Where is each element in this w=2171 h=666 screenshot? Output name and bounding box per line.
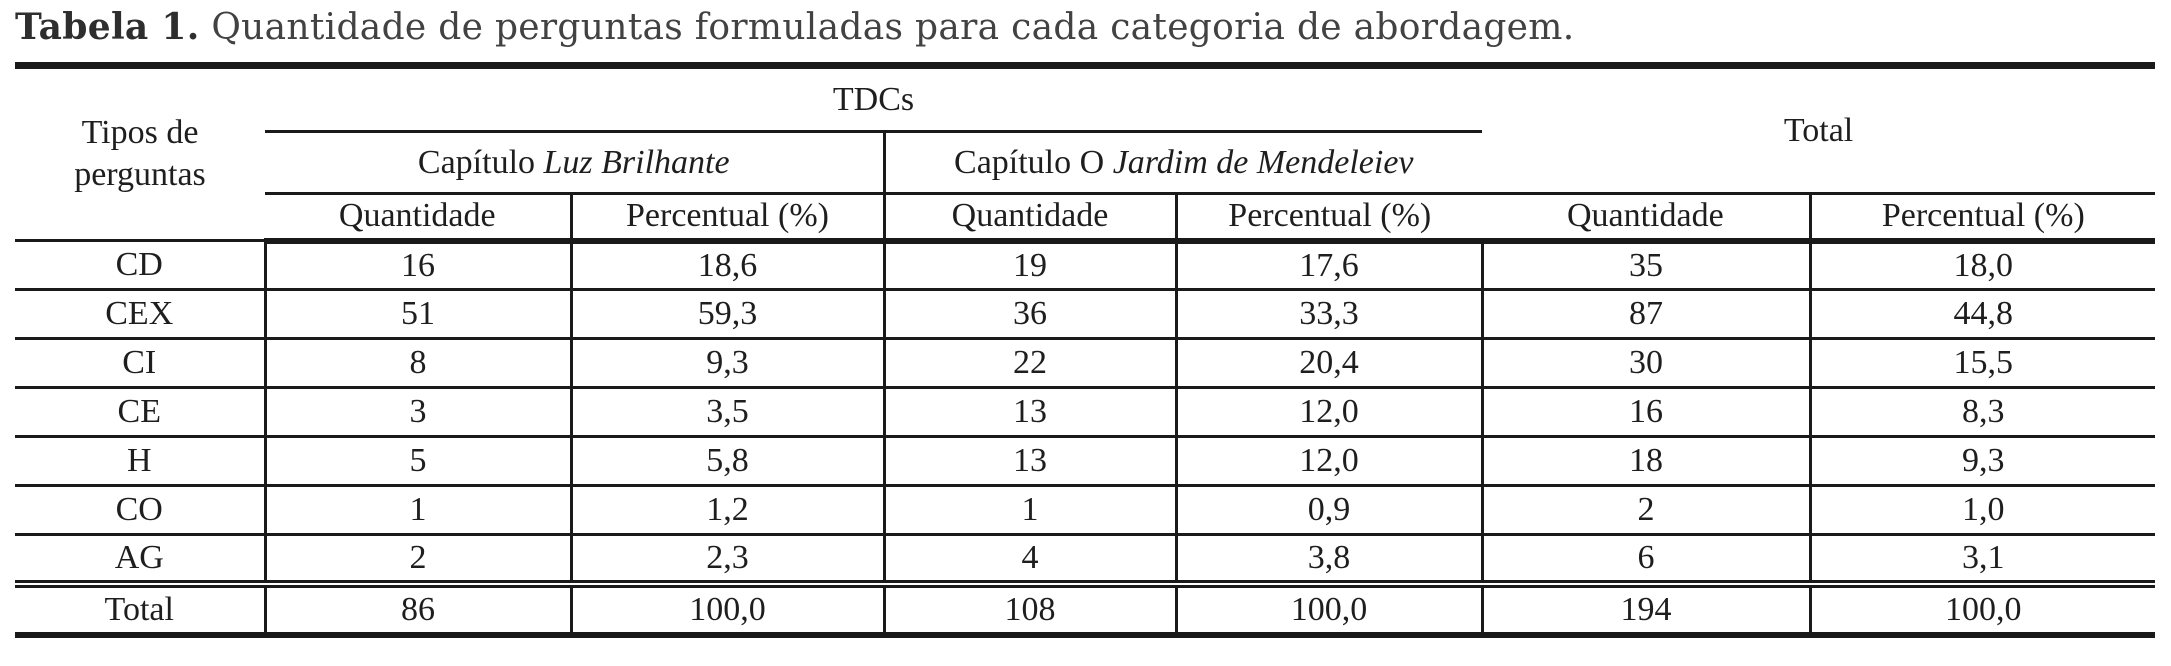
cell-value: 5 [265, 437, 571, 486]
cell-value: 2 [1482, 486, 1810, 535]
row-label: CI [15, 339, 265, 388]
header-row-subheaders [15, 194, 2155, 241]
cell-value: 13 [884, 437, 1176, 486]
cell-value: 8 [265, 339, 571, 388]
cell-value: 3,5 [571, 388, 884, 437]
subheader-quantidade: Quantidade [884, 194, 1176, 241]
chapter-title-italic: Jardim de Mendeleiev [1112, 143, 1414, 181]
cell-value: 4 [884, 535, 1176, 584]
chapter-title-italic: Luz Brilhante [543, 143, 730, 181]
cell-value: 59,3 [571, 290, 884, 339]
row-label: H [15, 437, 265, 486]
cell-value: 20,4 [1176, 339, 1482, 388]
cell-value: 100,0 [571, 584, 884, 635]
cell-value: 19 [884, 241, 1176, 290]
row-label: CE [15, 388, 265, 437]
cell-value: 194 [1482, 584, 1810, 635]
header-capitulo-luz-brilhante [265, 132, 884, 194]
cell-value: 2 [265, 535, 571, 584]
cell-value: 30 [1482, 339, 1810, 388]
cell-value: 33,3 [1176, 290, 1482, 339]
header-tipos-de-perguntas: Tipos de perguntas [74, 113, 206, 194]
chapter-title-prefix: Capítulo [417, 143, 536, 181]
table-caption [15, 6, 2155, 49]
cell-value: 5,8 [571, 437, 884, 486]
table-header [15, 66, 2155, 241]
cell-value: 100,0 [1176, 584, 1482, 635]
cell-value: 18 [1482, 437, 1810, 486]
row-label: CD [15, 241, 265, 290]
table-caption-text: Quantidade de perguntas formuladas para cada categoria de abordagem. [211, 7, 1575, 48]
table-row [15, 339, 2155, 388]
cell-value: 1,2 [571, 486, 884, 535]
chapter-title-prefix: Capítulo O [954, 143, 1105, 181]
row-label: CEX [15, 290, 265, 339]
cell-value: 6 [1482, 535, 1810, 584]
cell-value: 87 [1482, 290, 1810, 339]
cell-value: 8,3 [1810, 388, 2155, 437]
cell-value: 3 [265, 388, 571, 437]
cell-value: 18,6 [571, 241, 884, 290]
table-row [15, 290, 2155, 339]
cell-value: 17,6 [1176, 241, 1482, 290]
row-label: CO [15, 486, 265, 535]
header-row-groups [15, 66, 2155, 132]
data-table [15, 62, 2155, 638]
table-row [15, 241, 2155, 290]
cell-value: 86 [265, 584, 571, 635]
cell-value: 44,8 [1810, 290, 2155, 339]
cell-value: 18,0 [1810, 241, 2155, 290]
header-tdcs: TDCs [265, 66, 1482, 132]
header-capitulo-jardim-de-mendeleiev [884, 132, 1482, 194]
cell-value: 16 [265, 241, 571, 290]
cell-value: 35 [1482, 241, 1810, 290]
row-label: AG [15, 535, 265, 584]
table-row [15, 486, 2155, 535]
cell-value: 12,0 [1176, 437, 1482, 486]
header-total: Total [1482, 66, 2155, 194]
subheader-quantidade: Quantidade [1482, 194, 1810, 241]
cell-value: 13 [884, 388, 1176, 437]
cell-value: 108 [884, 584, 1176, 635]
cell-value: 3,8 [1176, 535, 1482, 584]
cell-value: 15,5 [1810, 339, 2155, 388]
table-row [15, 437, 2155, 486]
subheader-percentual: Percentual (%) [1176, 194, 1482, 241]
table-row [15, 388, 2155, 437]
table-body [15, 241, 2155, 635]
cell-value: 0,9 [1176, 486, 1482, 535]
subheader-quantidade: Quantidade [265, 194, 571, 241]
cell-value: 9,3 [1810, 437, 2155, 486]
table-caption-label: Tabela 1. [15, 6, 200, 48]
cell-value: 9,3 [571, 339, 884, 388]
cell-value: 2,3 [571, 535, 884, 584]
cell-value: 22 [884, 339, 1176, 388]
cell-value: 100,0 [1810, 584, 2155, 635]
subheader-percentual: Percentual (%) [571, 194, 884, 241]
row-label: Total [15, 584, 265, 635]
cell-value: 12,0 [1176, 388, 1482, 437]
subheader-percentual: Percentual (%) [1810, 194, 2155, 241]
cell-value: 51 [265, 290, 571, 339]
table-total-row [15, 584, 2155, 635]
table-row [15, 535, 2155, 584]
cell-value: 1,0 [1810, 486, 2155, 535]
cell-value: 36 [884, 290, 1176, 339]
cell-value: 1 [884, 486, 1176, 535]
cell-value: 3,1 [1810, 535, 2155, 584]
cell-value: 16 [1482, 388, 1810, 437]
cell-value: 1 [265, 486, 571, 535]
